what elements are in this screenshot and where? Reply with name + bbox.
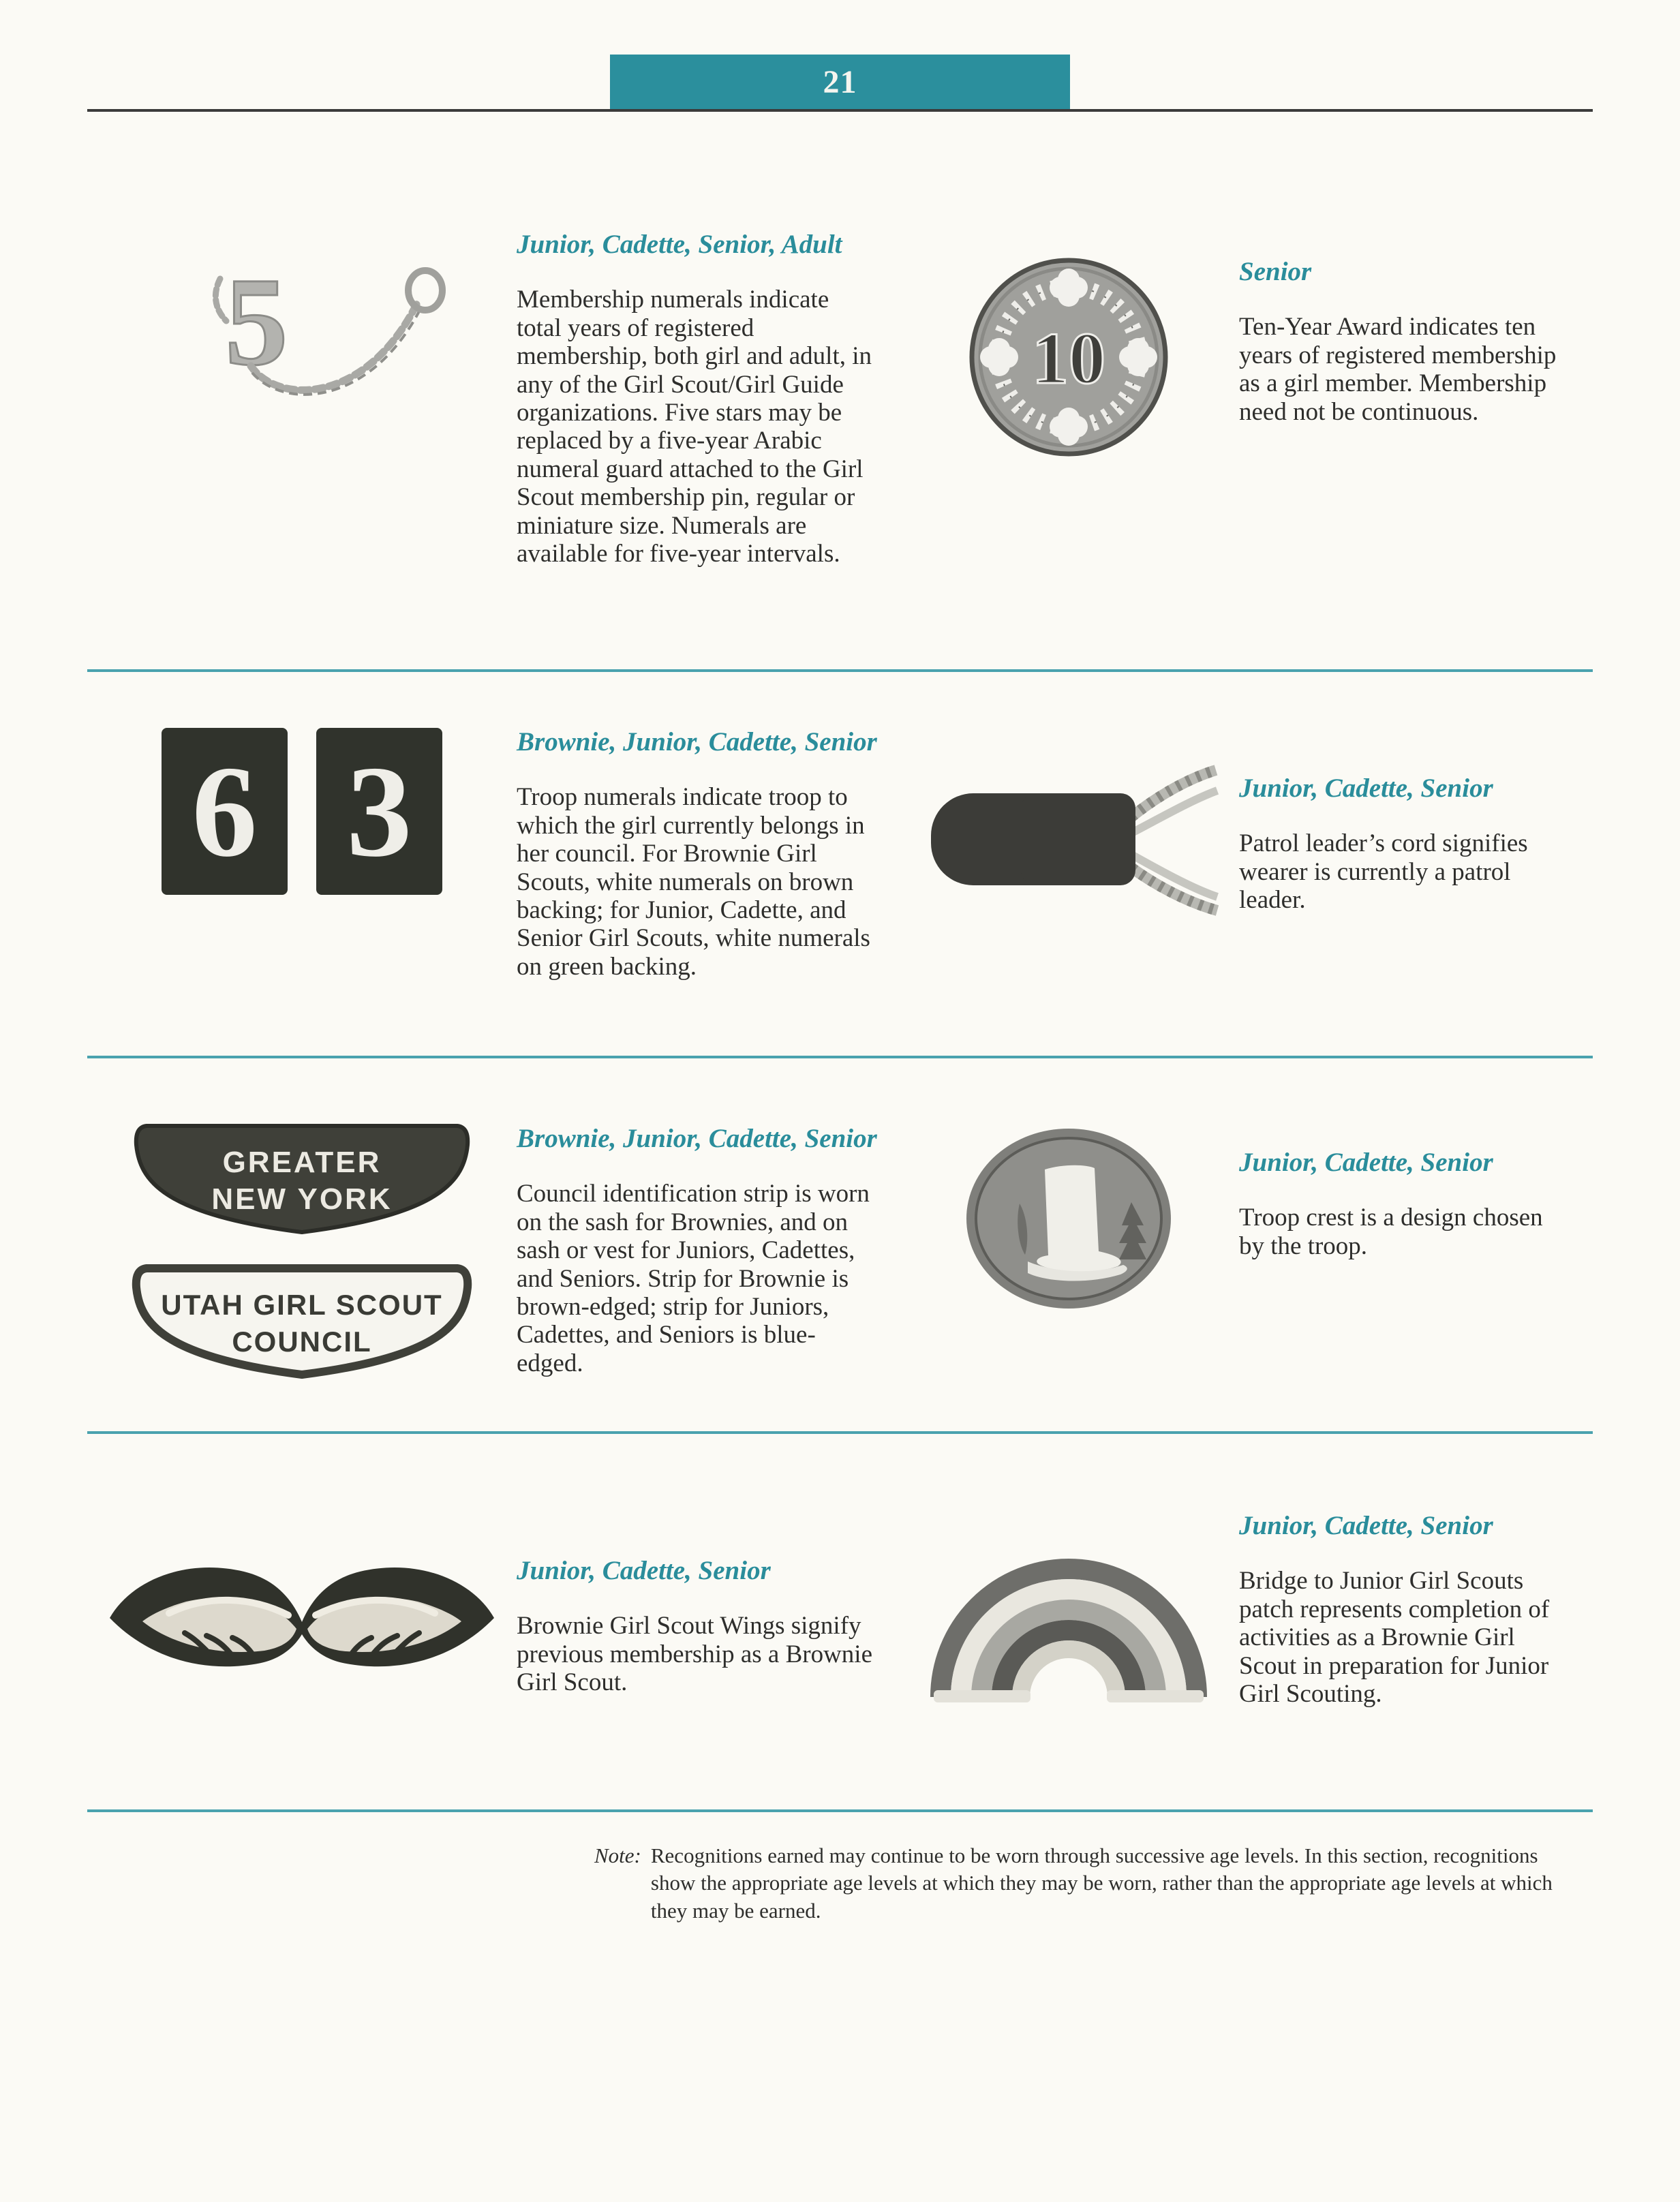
bridge-patch-figure (898, 1521, 1239, 1809)
membership-numerals-text (517, 229, 898, 669)
council-strips-figure (87, 1115, 517, 1431)
rainbow-bridge-icon (919, 1521, 1219, 1732)
age-levels-heading: Senior (1239, 257, 1312, 286)
age-levels-heading: Brownie, Junior, Cadette, Senior (517, 1124, 877, 1153)
section-council-strips (0, 1058, 1680, 1431)
troop-numerals-figure (87, 728, 517, 1056)
page-number-bar (610, 55, 1070, 109)
council-strips-description: Council identification strip is worn on the sash for Brownies, and on sash or vest for Juniors, Cadettes, and Seniors. Strip for Brownie is brown-edged; strip for Juniors, Cadettes, and Seniors is blue-edged. (517, 1180, 870, 1377)
strip-line2: COUNCIL (232, 1326, 372, 1358)
troop-crest-icon (960, 1122, 1178, 1316)
ten-year-award-figure (898, 255, 1239, 669)
troop-crest-figure (898, 1122, 1239, 1431)
patrol-cord-text (1239, 773, 1590, 1056)
patrol-leaders-cord-figure (898, 759, 1239, 1056)
council-strip-light-icon (125, 1257, 479, 1390)
troop-numeral-patch (162, 728, 288, 895)
section-divider (87, 1809, 1593, 1812)
brownie-wings-icon (104, 1542, 500, 1692)
strip-line2: NEW YORK (211, 1182, 393, 1216)
section-membership-numerals (0, 112, 1680, 669)
note-text: Recognitions earned may continue to be worn through successive age levels. In this section, recognitions show the appropriate age levels at which they may be worn, rather than the appropriate age levels at which they may be earned. (650, 1844, 1553, 1923)
ten-year-award-text (1239, 256, 1590, 669)
numeral-3: 3 (346, 739, 412, 884)
patrol-cord-icon (919, 759, 1219, 919)
numeral-6: 6 (192, 739, 258, 884)
troop-crest-text (1239, 1147, 1590, 1431)
troop-numeral-patches (162, 728, 442, 895)
footnote (0, 1842, 1680, 1925)
ten-year-award-description: Ten-Year Award indicates ten years of registered membership as a girl member. Membership need not be continuous. (1239, 313, 1557, 426)
troop-numeral-patch (316, 728, 442, 895)
brownie-wings-text (517, 1555, 898, 1809)
age-levels-heading: Brownie, Junior, Cadette, Senior (517, 727, 877, 756)
council-strip-dark-icon (125, 1115, 479, 1248)
numeral-guard-icon (149, 224, 455, 415)
strip-line1: UTAH GIRL SCOUT (161, 1289, 443, 1321)
troop-numerals-description: Troop numerals indicate troop to which the girl currently belongs in her council. For Brownie Girl Scouts, white numerals on brown backing; for Junior, Cadette, and Senior Girl Scouts, white numerals on green backing. (517, 783, 870, 981)
section-troop-numerals (0, 672, 1680, 1056)
council-strips-text (517, 1123, 898, 1431)
council-strip-stack (125, 1115, 479, 1390)
membership-numerals-description: Membership numerals indicate total years of registered membership, both girl and adult, in any of the Girl Scout/Girl Guide organizations. Five stars may be replaced by a five-year Arabic numeral guard attached to the Girl Scout membership pin, regular or miniature size. Numerals are available for five-year intervals. (517, 286, 872, 568)
ten-year-award-icon (966, 255, 1171, 459)
age-levels-heading: Junior, Cadette, Senior (1239, 1511, 1493, 1540)
age-levels-heading: Junior, Cadette, Senior (1239, 1148, 1493, 1177)
brownie-wings-figure (87, 1542, 517, 1809)
section-brownie-wings (0, 1434, 1680, 1809)
page-number: 21 (823, 63, 857, 100)
bridge-patch-text (1239, 1510, 1590, 1809)
age-levels-heading: Junior, Cadette, Senior, Adult (517, 230, 842, 259)
age-levels-heading: Junior, Cadette, Senior (1239, 774, 1493, 803)
membership-numeral-guard-figure (87, 224, 517, 669)
numeral-10: 10 (1032, 318, 1105, 399)
patrol-cord-description: Patrol leader’s cord signifies wearer is currently a patrol leader. (1239, 829, 1528, 915)
brownie-wings-description: Brownie Girl Scout Wings signify previous membership as a Brownie Girl Scout. (517, 1612, 872, 1697)
bridge-patch-description: Bridge to Junior Girl Scouts patch represents completion of activities as a Brownie Girl Scout in preparation for Junior Girl Scouting. (1239, 1567, 1550, 1708)
numeral-5: 5 (225, 252, 288, 392)
troop-numerals-text (517, 727, 898, 1056)
troop-crest-description: Troop crest is a design chosen by the troop. (1239, 1204, 1543, 1260)
note-label: Note: (594, 1844, 641, 1867)
age-levels-heading: Junior, Cadette, Senior (517, 1556, 771, 1585)
strip-line1: GREATER (222, 1146, 382, 1179)
